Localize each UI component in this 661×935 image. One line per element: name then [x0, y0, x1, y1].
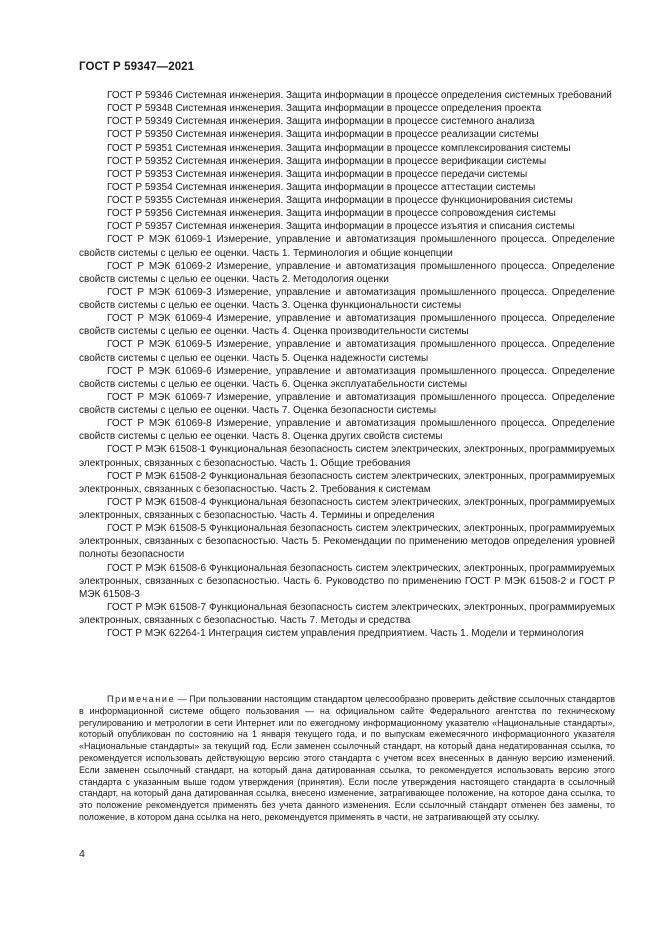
note-paragraph: [79, 694, 615, 824]
reference-item: ГОСТ Р МЭК 61508-5 Функциональная безопасность систем электрических, электронных, программируемых электронных, связанных с безопасностью. Часть 5. Рекомендации по применению методов определения уровней полноты безопасности: [79, 523, 615, 561]
reference-item: ГОСТ Р МЭК 61069-1 Измерение, управление и автоматизация промышленного процесса. Определение свойств системы с целью ее оценки. Часть 1. Терминология и общие концепции: [79, 234, 615, 259]
reference-item: ГОСТ Р МЭК 62264-1 Интеграция систем управления предприятием. Часть 1. Модели и терминология: [107, 628, 584, 640]
reference-item: ГОСТ Р 59352 Системная инженерия. Защита информации в процессе верификации системы: [107, 155, 547, 167]
reference-item: ГОСТ Р МЭК 61508-4 Функциональная безопасность систем электрических, электронных, программируемых электронных, связанных с безопасностью. Часть 4. Термины и определения: [79, 496, 615, 521]
page-number: 4: [79, 848, 85, 860]
reference-item: ГОСТ Р МЭК 61069-2 Измерение, управление и автоматизация промышленного процесса. Определение свойств системы с целью ее оценки. Часть 2. Методология оценки: [79, 260, 615, 285]
reference-item: ГОСТ Р МЭК 61069-5 Измерение, управление и автоматизация промышленного процесса. Определение свойств системы с целью ее оценки. Часть 5. Оценка надежности системы: [79, 339, 615, 364]
reference-item: ГОСТ Р МЭК 61508-7 Функциональная безопасность систем электрических, электронных, программируемых электронных, связанных с безопасностью. Часть 7. Методы и средства: [79, 601, 615, 626]
reference-item: ГОСТ Р МЭК 61069-6 Измерение, управление и автоматизация промышленного процесса. Определение свойств системы с целью ее оценки. Часть 6. Оценка эксплуатабельности системы: [79, 365, 615, 390]
note-label: Примечание: [107, 694, 176, 704]
references-list: [79, 89, 615, 640]
reference-item: ГОСТ Р 59357 Системная инженерия. Защита информации в процессе изъятия и списания системы: [107, 221, 575, 233]
reference-item: ГОСТ Р 59348 Системная инженерия. Защита информации в процессе определения проекта: [107, 103, 542, 115]
reference-item: ГОСТ Р 59346 Системная инженерия. Защита информации в процессе определения системных требований: [107, 90, 612, 101]
reference-item: ГОСТ Р 59354 Системная инженерия. Защита информации в процессе аттестации системы: [107, 181, 536, 193]
reference-item: ГОСТ Р МЭК 61069-4 Измерение, управление и автоматизация промышленного процесса. Определение свойств системы с целью ее оценки. Часть 4. Оценка производительности системы: [79, 313, 615, 338]
reference-item: ГОСТ Р 59356 Системная инженерия. Защита информации в процессе сопровождения системы: [107, 208, 556, 220]
reference-item: ГОСТ Р 59355 Системная инженерия. Защита информации в процессе функционирования системы: [107, 195, 573, 206]
reference-item: ГОСТ Р 59351 Системная инженерия. Защита информации в процессе комплексирования системы: [107, 142, 571, 154]
reference-item: ГОСТ Р 59349 Системная инженерия. Защита информации в процессе системного анализа: [107, 116, 535, 128]
reference-item: ГОСТ Р МЭК 61508-6 Функциональная безопасность систем электрических, электронных, программируемых электронных, связанных с безопасностью. Часть 6. Руководство по применению ГОСТ Р МЭК 61508-2 и ГОСТ Р МЭК 61508-3: [79, 562, 615, 600]
reference-item: ГОСТ Р МЭК 61069-3 Измерение, управление и автоматизация промышленного процесса. Определение свойств системы с целью ее оценки. Часть 3. Оценка функциональности системы: [79, 286, 615, 311]
reference-item: ГОСТ Р МЭК 61069-8 Измерение, управление и автоматизация промышленного процесса. Определение свойств системы с целью ее оценки. Часть 8. Оценка других свойств системы: [79, 418, 615, 443]
reference-item: ГОСТ Р МЭК 61069-7 Измерение, управление и автоматизация промышленного процесса. Определение свойств системы с целью ее оценки. Часть 7. Оценка безопасности системы: [79, 391, 615, 416]
reference-item: ГОСТ Р 59350 Системная инженерия. Защита информации в процессе реализации системы: [107, 129, 539, 141]
document-header: ГОСТ Р 59347—2021: [79, 61, 195, 73]
note-text: — При пользовании настоящим стандартом целесообразно проверить действие ссылочных стандартов в информационной системе общего пользования — на официальном сайте Федерального агентства по техническому регулированию и метрологии в сети Интернет или по ежегодному информационному указателю «Национальные стандарты», который опубликован по состоянию на 1 января текущего года, и по выпускам ежемесячного информационного указателя «Национальные стандарты» за текущий год. Если заменен ссылочный стандарт, на который дана недатированная ссылка, то рекомендуется использовать действующую версию этого стандарта с учетом всех внесенных в данную версию изменений. Если заменен ссылочный стандарт, на который дана датированная ссылка, то рекомендуется использовать версию этого стандарта с указанным выше годом утверждения (принятия). Если после утверждения настоящего стандарта в ссылочный стандарт, на который дана датированная ссылка, внесено изменение, затрагивающее положение, на которое дана ссылка, то это положение рекомендуется применять без учета данного изменения. Если ссылочный стандарт отменен без замены, то положение, в котором дана ссылка на него, рекомендуется применять в части, не затрагивающей эту ссылку.: [79, 694, 615, 822]
reference-item: ГОСТ Р МЭК 61508-2 Функциональная безопасность систем электрических, электронных, программируемых электронных, связанных с безопасностью. Часть 2. Требования к системам: [79, 470, 615, 495]
reference-item: ГОСТ Р МЭК 61508-1 Функциональная безопасность систем электрических, электронных, программируемых электронных, связанных с безопасностью. Часть 1. Общие требования: [79, 444, 615, 469]
reference-item: ГОСТ Р 59353 Системная инженерия. Защита информации в процессе передачи системы: [107, 168, 528, 180]
